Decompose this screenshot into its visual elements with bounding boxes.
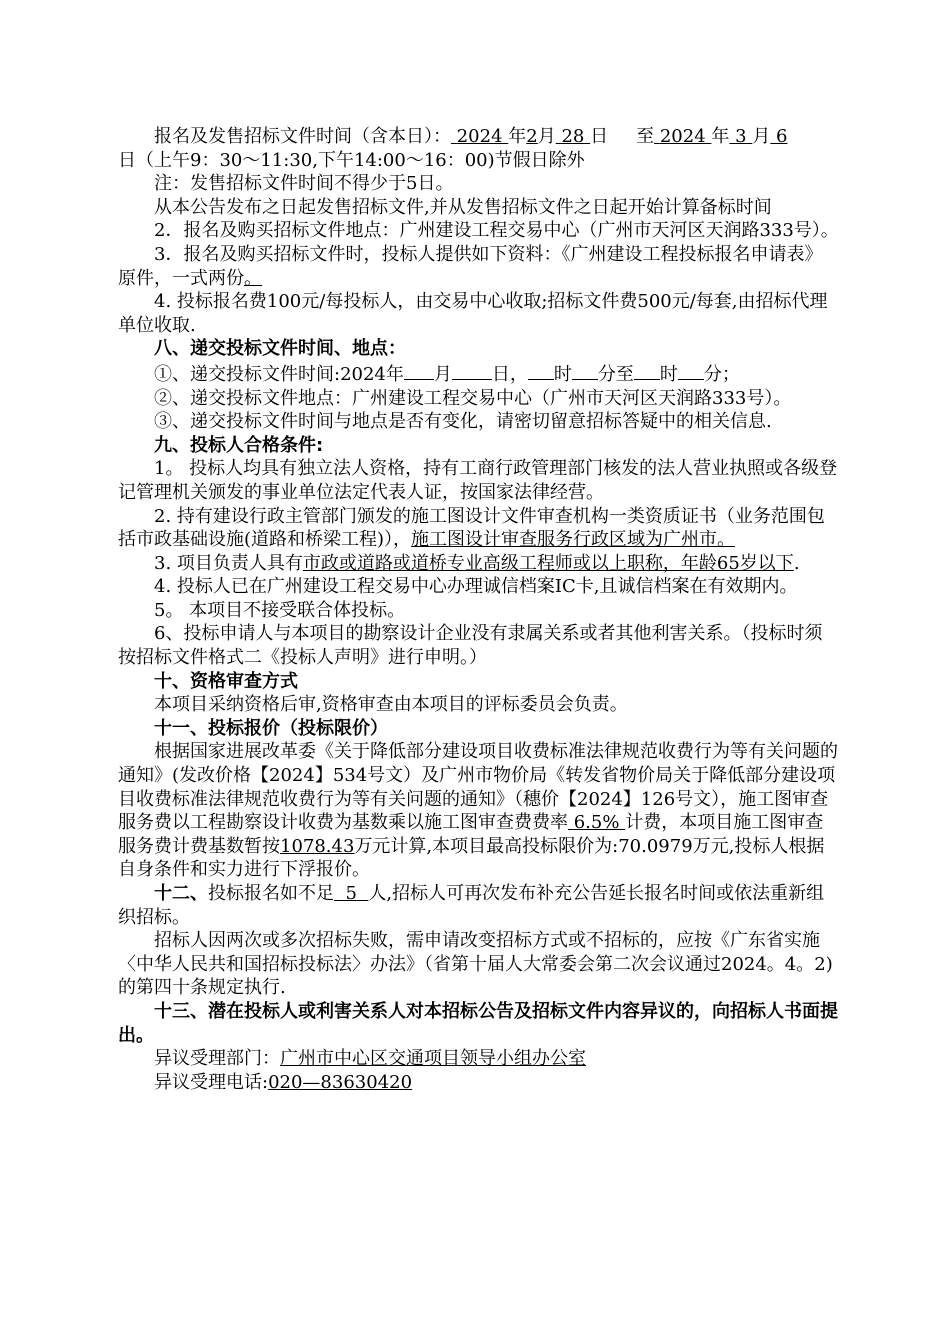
section-13-paragraph: 十三、潜在投标人或利害关系人对本招标公告及招标文件内容异议的，向招标人书面提出。 — [118, 1000, 838, 1046]
section-12-paragraph: 十二、投标报名如不足 5 人,招标人可再次发布补充公告延长报名时间或依法重新组织招标。 — [118, 883, 825, 928]
year-1: 2024 — [456, 126, 503, 147]
month-1: 2 — [526, 126, 538, 147]
section-8-heading: 八、递交投标文件时间、地点： — [154, 338, 406, 360]
objection-phone: 异议受理电话:020—83630420 — [154, 1071, 413, 1093]
submission-location: ②、递交投标文件地点：广州建设工程交易中心（广州市天河区天润路333号）。 — [154, 387, 792, 409]
registration-time-line: 报名及发售招标文件时间（含本日）： 2024 年2月 28 日 至 2024 年 3 月 6 — [154, 126, 788, 147]
section-11-heading: 十一、投标报价（投标限价） — [154, 717, 388, 739]
objection-department: 异议受理部门：广州市中心区交通项目领导小组办公室 — [154, 1048, 586, 1070]
registration-time-hours: 日（上午9：30～11:30,下午14:00～16：00)节假日除外 — [118, 149, 585, 171]
section-10-heading: 十、资格审查方式 — [154, 670, 298, 692]
month-2: 3 — [735, 126, 747, 147]
condition-6: 6、投标申请人与本项目的勘察设计企业没有隶属关系或者其他利害关系。（投标时须按招标文件格式二《投标人声明》进行申明。） — [118, 623, 823, 669]
condition-5: 5。 本项目不接受联合体投标。 — [154, 599, 406, 621]
registration-location: 2．报名及购买招标文件地点：广州建设工程交易中心（广州市天河区天润路333号）。 — [154, 220, 839, 242]
registration-fee: 4. 投标报名费100元/每投标人，由交易中心收取;招标文件费500元/每套,由招标代理单位收取. — [118, 291, 828, 336]
condition-4: 4. 投标人已在广州建设工程交易中心办理诚信档案IC卡,且诚信档案在有效期内。 — [154, 576, 798, 598]
section-9-heading: 九、投标人合格条件: — [154, 434, 324, 456]
day-2: 6 — [776, 126, 788, 147]
year-2: 2024 — [659, 126, 706, 147]
submission-time: ①、递交投标文件时间:2024年 月 日， 时 分至 时 分； — [118, 361, 840, 387]
day-1: 28 — [561, 126, 585, 147]
submission-change-note: ③、递交投标文件时间与地点是否有变化，请密切留意招标答疑中的相关信息. — [154, 411, 772, 433]
condition-1: 1。 投标人均具有独立法人资格，持有工商行政管理部门核发的法人营业执照或各级登记管理机关颁发的事业单位法定代表人证，按国家法律经营。 — [118, 458, 838, 503]
document-body — [118, 125, 840, 1094]
registration-materials: 3．报名及购买招标文件时，投标人提供如下资料：《广州建设工程投标报名申请表》原件，一式两份。 — [118, 243, 823, 289]
price-paragraph: 根据国家进展改革委《关于降低部分建设项目收费标准法律规范收费行为等有关问题的通知》(发改价格【2024】534号文）及广州市物价局《转发省物价局关于降低部分建设项目收费标准法律规范收费行为等有关问题的通知》（穗价【2024】126号文），施工图审查服务费以工程勘察设计收费为基数乘以施工图审查费费率 6.5% 计费，本项目施工图审查服务费计费基数暂按1078.43万元计算,本项目最高投标限价为:70.0979万元,投标人根据自身条件和实力进行下浮报价。 — [118, 741, 838, 881]
condition-3: 3. 项目负责人具有市政或道路或道桥专业高级工程师或以上职称，年龄65岁以下. — [154, 552, 800, 574]
qualification-review: 本项目采纳资格后审,资格审查由本项目的评标委员会负责。 — [154, 694, 628, 716]
condition-2: 2. 持有建设行政主管部门颁发的施工图设计文件审查机构一类资质证书（业务范围包括市政基础设施(道路和桥梁工程)），施工图设计审查服务行政区域为广州市。 — [118, 505, 825, 551]
section-12-paragraph-2: 招标人因两次或多次招标失败，需申请改变招标方式或不招标的，应按《广东省实施〈中华人民共和国招标投标法〉办法》（省第十届人大常委会第二次会议通过2024。4。2)的第四十条规定执行. — [118, 930, 833, 999]
note-line-2: 从本公告发布之日起发售招标文件,并从发售招标文件之日起开始计算备标时间 — [154, 196, 772, 218]
note-line: 注：发售招标文件时间不得少于5日。 — [154, 173, 454, 195]
